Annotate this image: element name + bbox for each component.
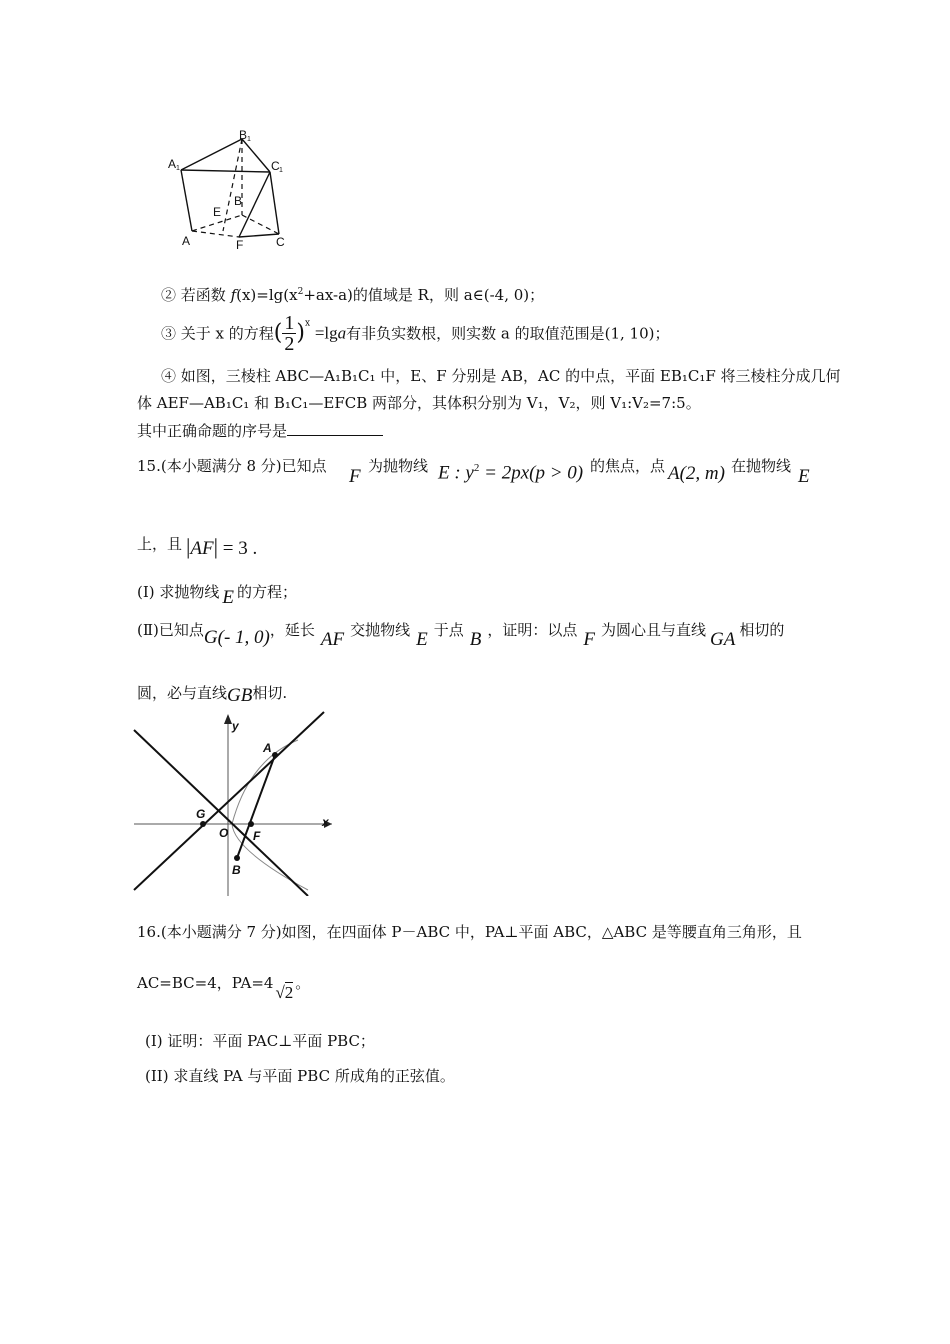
fig2-label-y: y — [232, 719, 239, 733]
q16-line2: AC=BC=4，PA=4 √2 。 — [137, 974, 311, 1002]
q15-t3: 在抛物线 — [731, 457, 792, 475]
label-C1-sub: 1 — [279, 167, 283, 174]
q15-E: E — [798, 466, 810, 487]
q15-line2-pre: 上，且 — [137, 535, 183, 553]
fig2-label-O: O — [219, 826, 229, 840]
q14-answer-line: 其中正确命题的序号是 — [137, 421, 383, 441]
q16-line1: 16.(本小题满分 7 分)如图，在四面体 P－ABC 中，PA⊥平面 ABC，△ABC 是等腰直角三角形，且 — [137, 923, 802, 941]
label-B1: B — [239, 128, 248, 142]
q16-part2: (II) 求直线 PA 与平面 PBC 所成角的正弦值。 — [145, 1067, 455, 1085]
label-C: C — [276, 235, 285, 249]
q15-part2: (Ⅱ)已知点G(- 1, 0)，延长 AF 交抛物线 E 于点 B ，证明：以点 F 为圆心且与直线 GA 相切的 — [137, 621, 785, 650]
label-E: E — [213, 205, 222, 219]
label-A: A — [182, 234, 191, 248]
q15-part1: (Ⅰ) 求抛物线 E 的方程； — [137, 583, 298, 608]
q15-t1: 为抛物线 — [368, 457, 429, 475]
q14-item3: ③ 关于 x 的方程( $\frac{1}{2}$ )$^x$ =lga有非负实数根，则实数 a 的取值范围是(1, 10)； — [161, 312, 670, 355]
q15-F: F — [349, 466, 361, 487]
label-B: B — [234, 194, 243, 208]
q15-line1-a: 15.(本小题满分 8 分)已知点 — [137, 457, 327, 475]
q16-part1: (I) 证明：平面 PAC⊥平面 PBC； — [145, 1032, 375, 1050]
q15-point-A: A(2, m) — [668, 463, 725, 484]
fig2-label-B: B — [232, 863, 241, 877]
label-A1-sub: 1 — [176, 165, 180, 172]
q14-item2: ② 若函数 $f(x)=\lg(x^2+ax-a)$的值域是 R，则 a∈(-4, 0)； — [161, 286, 545, 304]
q15-parabola-eq: E : $y^2 = 2px(p > 0)$ — [438, 462, 584, 484]
label-B1-sub: 1 — [247, 136, 251, 143]
q15-AF-eq: |AF| = 3 . — [186, 534, 258, 559]
label-F: F — [236, 238, 244, 252]
fig2-label-F: F — [253, 829, 261, 843]
fig2-label-G: G — [196, 807, 206, 821]
prism-figure — [160, 125, 300, 255]
parabola-figure — [132, 710, 332, 896]
answer-blank — [287, 421, 383, 436]
q15-part2-cont: 圆，必与直线GB相切. — [137, 684, 288, 706]
q14-item4-line1: ④ 如图，三棱柱 ABC—A₁B₁C₁ 中，E、F 分别是 AB，AC 的中点，平面 EB₁C₁F 将三棱柱分成几何 — [161, 367, 841, 385]
fig2-label-A: A — [263, 741, 272, 755]
q15-t2: 的焦点，点 — [590, 457, 666, 475]
label-A1: A — [168, 157, 177, 171]
label-C1: C — [271, 159, 280, 173]
q14-item4-line2: 体 AEF—AB₁C₁ 和 B₁C₁—EFCB 两部分，其体积分别为 V₁，V₂，则 V₁:V₂=7:5。 — [137, 394, 701, 412]
fig2-label-x: x — [322, 815, 329, 829]
